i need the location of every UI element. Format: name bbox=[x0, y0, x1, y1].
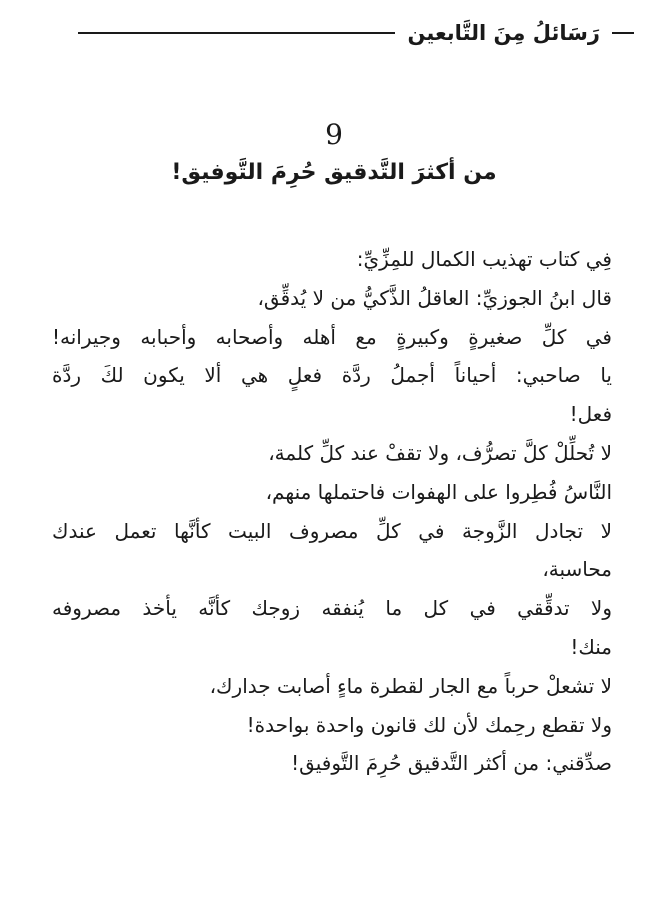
text-line: ولا تدقِّقي في كل ما يُنفقه زوجك كأنَّه يأخذ مصروفه bbox=[52, 596, 612, 621]
text-line: لا تُحلِّلْ كلَّ تصرُّف، ولا تقفْ عند كلِّ كلمة، bbox=[268, 440, 612, 465]
running-header bbox=[78, 18, 634, 48]
text-line: النَّاسُ فُطِروا على الهفوات فاحتملها منهم، bbox=[265, 479, 612, 504]
header-title: رَسَائلُ مِنَ التَّابعين bbox=[407, 21, 600, 45]
text-line: لا تجادل الزَّوجة في كلِّ مصروف البيت كأنَّها تعمل عندك bbox=[52, 518, 612, 543]
text-line: فِي كتاب تهذيب الكمال للمِزِّيِّ: bbox=[356, 247, 612, 271]
text-line: فعل! bbox=[569, 402, 612, 427]
body-text bbox=[52, 240, 612, 783]
chapter-number: 9 bbox=[325, 118, 343, 151]
chapter-title: من أكثرَ التَّدقيق حُرِمَ التَّوفيق! bbox=[171, 160, 497, 185]
header-rule-right bbox=[612, 32, 634, 34]
header-rule-left bbox=[78, 32, 395, 34]
text-line: ولا تقطع رحِمك لأن لك قانون واحدة بواحدة! bbox=[246, 712, 612, 737]
text-line: لا تشعلْ حرباً مع الجار لقطرة ماءٍ أصابت جدارك، bbox=[209, 673, 612, 698]
text-line: قال ابنُ الجوزيِّ: العاقلُ الذَّكيُّ من لا يُدقِّق، bbox=[257, 285, 612, 310]
text-line: محاسبة، bbox=[542, 557, 612, 582]
text-line: يا صاحبي: أحياناً أجملُ ردَّة فعلٍ هي ألا يكون لكَ ردَّة bbox=[52, 363, 612, 388]
text-line: في كلِّ صغيرةٍ وكبيرةٍ مع أهله وأصحابه وأحبابه وجيرانه! bbox=[52, 324, 612, 349]
text-line: صدِّقني: من أكثر التَّدقيق حُرِمَ التَّوفيق! bbox=[291, 751, 612, 776]
text-line: منك! bbox=[570, 634, 612, 659]
